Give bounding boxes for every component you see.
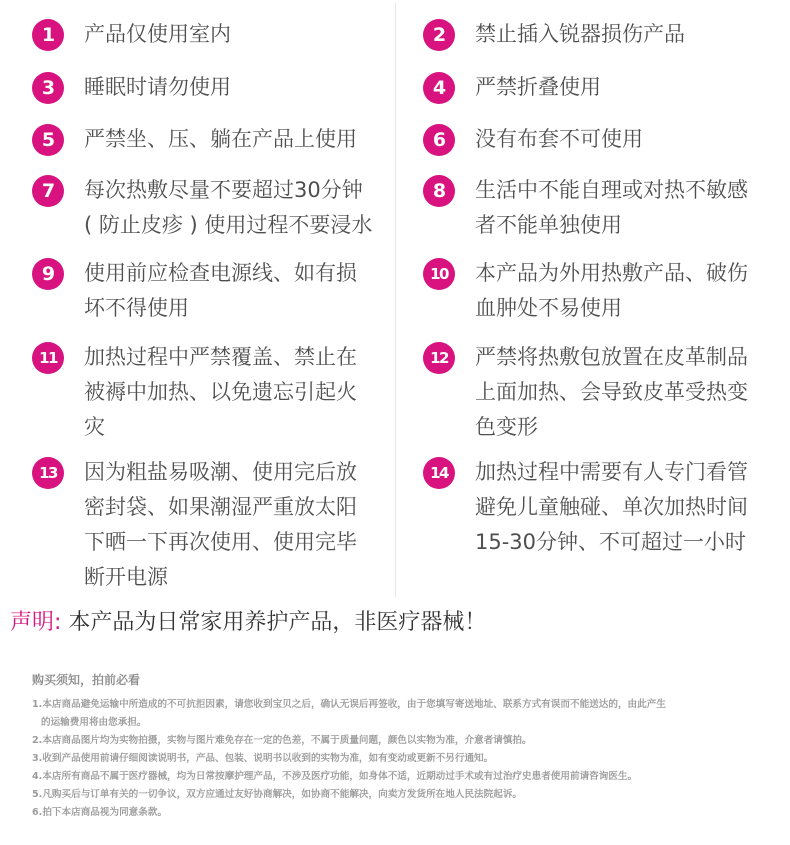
warning-line: 灾 xyxy=(84,415,105,439)
warning-item-5 xyxy=(32,122,376,157)
warning-text-3 xyxy=(84,70,376,105)
warning-line: 加热过程中需要有人专门看管 xyxy=(475,460,748,484)
warning-item-13 xyxy=(32,455,376,595)
warning-line: 本产品为外用热敷产品、破伤 xyxy=(475,261,748,285)
column-divider xyxy=(395,2,396,598)
warning-line: 者不能单独使用 xyxy=(475,213,622,237)
number-badge-14: 14 xyxy=(423,457,455,489)
warning-line: 因为粗盐易吸潮、使用完后放 xyxy=(84,460,357,484)
notice-title: 购买须知，拍前必看 xyxy=(32,673,141,687)
warning-line: 下晒一下再次使用、使用完毕 xyxy=(84,530,357,554)
warning-line: 严禁将热敷包放置在皮革制品 xyxy=(475,345,748,369)
number-badge-8: 8 xyxy=(423,175,455,207)
warning-text-8 xyxy=(475,173,765,243)
number-badge-7: 7 xyxy=(32,175,64,207)
warning-line: 产品仅使用室内 xyxy=(84,22,231,46)
warning-line: ( 防止皮疹 ) 使用过程不要浸水 xyxy=(84,213,373,237)
number-badge-1: 1 xyxy=(32,19,64,51)
warning-text-1 xyxy=(84,17,376,52)
warning-item-8 xyxy=(423,173,765,243)
number-badge-3: 3 xyxy=(32,72,64,104)
number-badge-5: 5 xyxy=(32,124,64,156)
warning-line: 血肿处不易使用 xyxy=(475,296,622,320)
warning-text-10 xyxy=(475,256,765,326)
warning-text-11 xyxy=(84,340,376,445)
warning-text-12 xyxy=(475,340,765,445)
warning-line: 避免儿童触碰、单次加热时间 xyxy=(475,495,748,519)
warning-line: 加热过程中严禁覆盖、禁止在 xyxy=(84,345,357,369)
warning-line: 生活中不能自理或对热不敏感 xyxy=(475,178,748,202)
warning-text-13 xyxy=(84,455,376,595)
notice-line-1-cont: 的运输费用将由您承担。 xyxy=(41,717,147,728)
notice-line-2: 2.本店商品图片均为实物拍摄，实物与图片难免存在一定的色差，不属于质量问题，颜色以实物为准，介意者请慎拍。 xyxy=(32,735,532,746)
warning-item-11 xyxy=(32,340,376,445)
warning-item-1 xyxy=(32,17,376,52)
warning-item-2 xyxy=(423,17,765,52)
warning-text-9 xyxy=(84,256,376,326)
notice-line-3: 3.收到产品使用前请仔细阅读说明书，产品、包装、说明书以收到的实物为准，如有变动或更新不另行通知。 xyxy=(32,753,494,764)
warning-item-4 xyxy=(423,70,765,105)
warning-line: 睡眠时请勿使用 xyxy=(84,75,231,99)
warning-text-14 xyxy=(475,455,765,560)
warning-text-5 xyxy=(84,122,376,157)
disclaimer-statement xyxy=(10,606,486,640)
warning-line: 15-30分钟、不可超过一小时 xyxy=(475,530,747,554)
warning-line: 禁止插入锐器损伤产品 xyxy=(475,22,685,46)
number-badge-12: 12 xyxy=(423,342,455,374)
notice-line-4: 4.本店所有商品不属于医疗器械，均为日常按摩护理产品，不涉及医疗功能，如身体不适，近期动过手术或有过治疗史患者使用前请咨询医生。 xyxy=(32,771,638,782)
warning-item-7 xyxy=(32,173,376,243)
number-badge-10: 10 xyxy=(423,258,455,290)
notice-line-1: 1.本店商品避免运输中所造成的不可抗拒因素，请您收到宝贝之后，确认无误后再签收，由于您填写寄送地址、联系方式有误而不能送达的，由此产生 xyxy=(32,699,666,710)
warning-line: 上面加热、会导致皮革受热变 xyxy=(475,380,748,404)
warning-line: 没有布套不可使用 xyxy=(475,127,643,151)
notice-line-5: 5.凡购买后与订单有关的一切争议，双方应通过友好协商解决，如协商不能解决，向卖方发货所在地人民法院起诉。 xyxy=(32,789,523,800)
warning-text-6 xyxy=(475,122,765,157)
disclaimer-text: 本产品为日常家用养护产品，非医疗器械！ xyxy=(68,610,487,635)
warning-item-12 xyxy=(423,340,765,445)
warning-item-10 xyxy=(423,256,765,326)
number-badge-9: 9 xyxy=(32,258,64,290)
warning-line: 色变形 xyxy=(475,415,538,439)
warning-line: 密封袋、如果潮湿严重放太阳 xyxy=(84,495,357,519)
warning-line: 断开电源 xyxy=(84,565,168,589)
warning-line: 被褥中加热、以免遗忘引起火 xyxy=(84,380,357,404)
warning-line: 严禁折叠使用 xyxy=(475,75,601,99)
disclaimer-label: 声明: xyxy=(10,610,62,635)
warning-item-14 xyxy=(423,455,765,560)
warning-text-4 xyxy=(475,70,765,105)
warning-item-9 xyxy=(32,256,376,326)
warning-text-2 xyxy=(475,17,765,52)
number-badge-2: 2 xyxy=(423,19,455,51)
warning-line: 每次热敷尽量不要超过30分钟 xyxy=(84,178,363,202)
purchase-notice xyxy=(32,670,772,822)
warning-line: 严禁坐、压、躺在产品上使用 xyxy=(84,127,357,151)
notice-line-6: 6.拍下本店商品视为同意条款。 xyxy=(32,807,168,818)
warning-item-6 xyxy=(423,122,765,157)
number-badge-4: 4 xyxy=(423,72,455,104)
warning-line: 使用前应检查电源线、如有损 xyxy=(84,261,357,285)
warning-item-3 xyxy=(32,70,376,105)
number-badge-11: 11 xyxy=(32,342,64,374)
warning-line: 坏不得使用 xyxy=(84,296,189,320)
number-badge-6: 6 xyxy=(423,124,455,156)
number-badge-13: 13 xyxy=(32,457,64,489)
warning-text-7 xyxy=(84,173,376,243)
